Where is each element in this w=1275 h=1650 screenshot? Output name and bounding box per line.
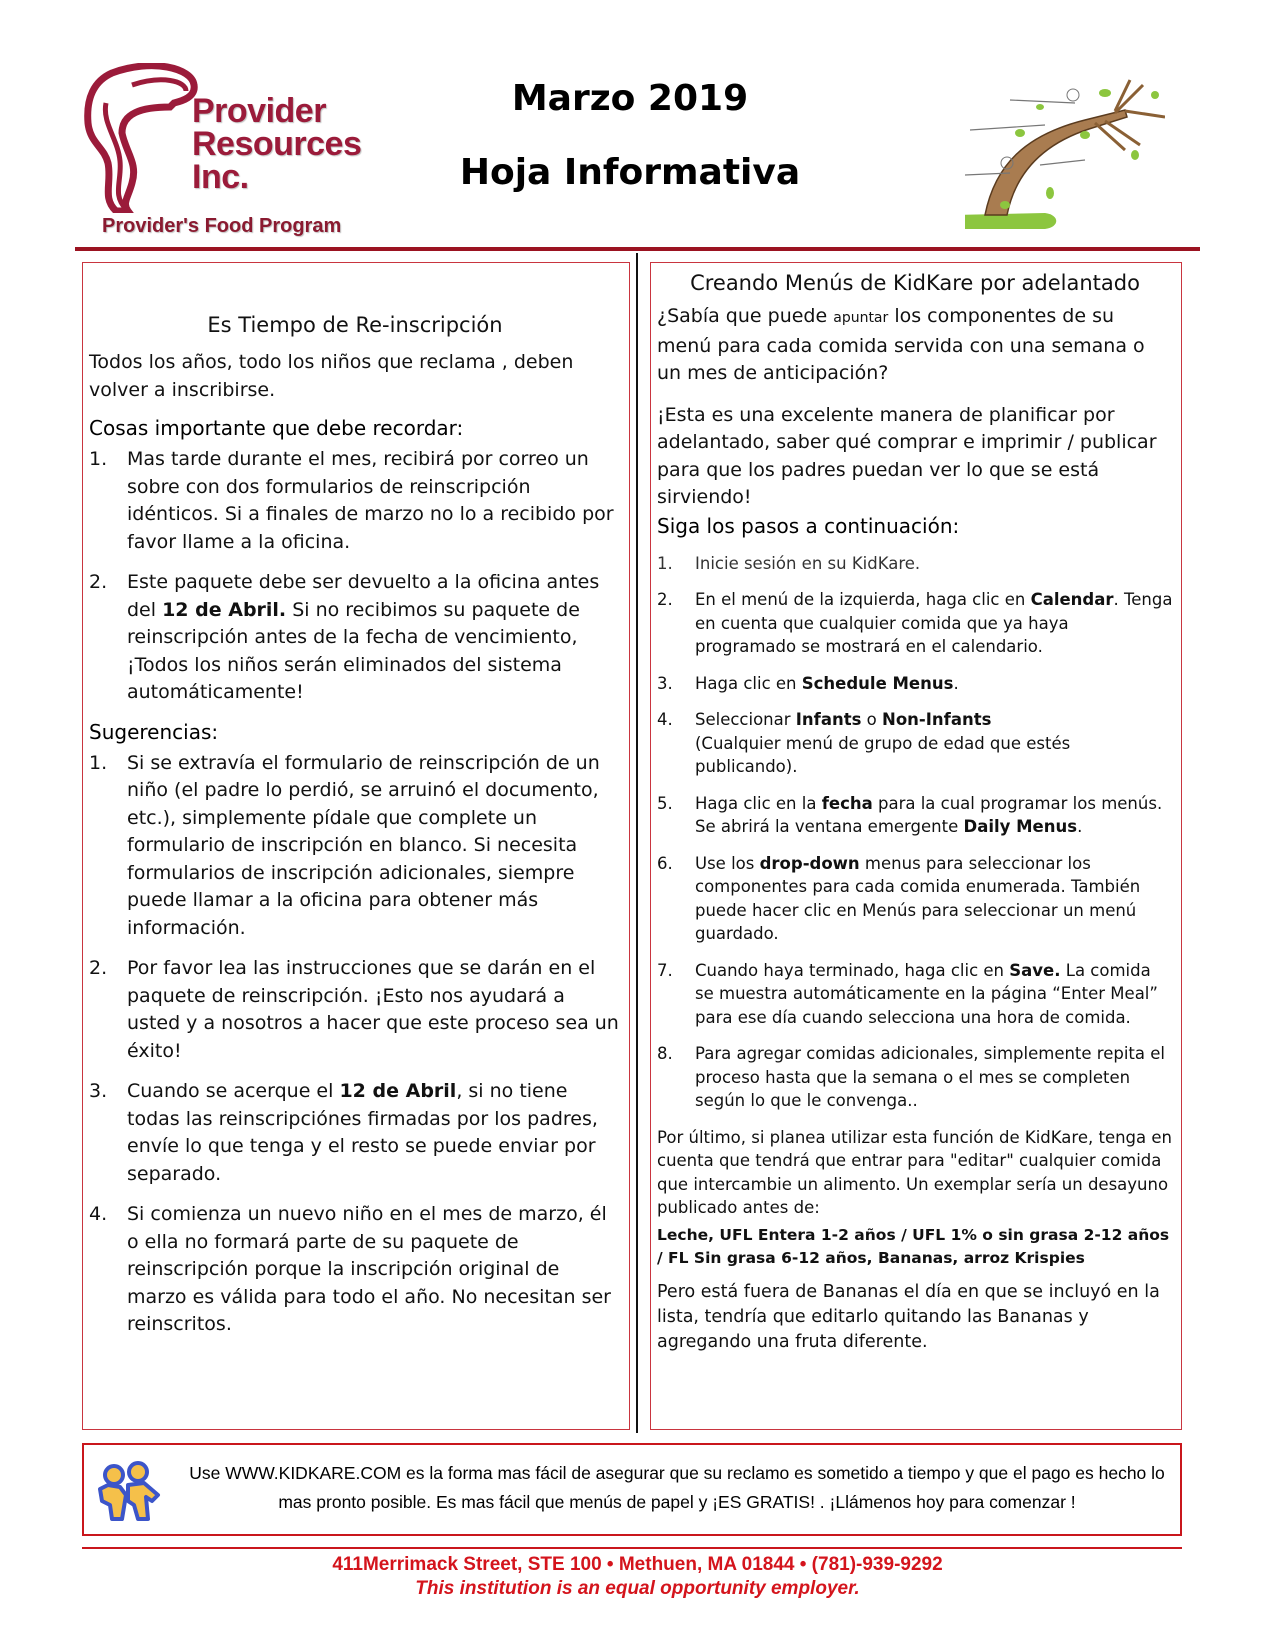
list-number: 1.: [89, 751, 108, 774]
step-number: 7.: [657, 960, 673, 980]
deadline-date: 12 de Abril.: [162, 598, 287, 621]
list-number: 2.: [89, 571, 108, 593]
logo-program-text: Provider's Food Program: [102, 215, 342, 237]
reenrollment-heading: Es Tiempo de Re-inscripción: [207, 313, 503, 337]
step-keyword: Non-Infants: [882, 710, 992, 729]
tips-heading: Sugerencias:: [89, 719, 219, 744]
newsletter-title: Hoja Informativa: [459, 152, 801, 193]
steps-heading: Siga los pasos a continuación:: [657, 513, 960, 538]
kidkare-intro: [657, 303, 1173, 388]
step-keyword: Infants: [795, 710, 862, 729]
step-item: [657, 588, 1173, 659]
list-item: [89, 955, 621, 1065]
step-text: Haga clic en: [695, 673, 802, 693]
step-text: .: [1077, 817, 1083, 836]
list-item: [89, 1201, 621, 1339]
step-text: En el menú de la izquierda, haga clic en: [695, 590, 1031, 609]
equal-opportunity-statement: This institution is an equal opportunity employer.: [415, 1578, 860, 1599]
step-number: 5.: [657, 793, 673, 813]
list-number: 1.: [89, 448, 108, 470]
reenrollment-intro: Todos los años, todo los niños que reclama , deben volver a inscribirse.: [89, 351, 574, 401]
step-keyword: Calendar: [1030, 590, 1114, 609]
reenrollment-article: [82, 262, 630, 1430]
step-number: 6.: [657, 853, 673, 873]
logo-line-resources: Resources: [192, 125, 362, 163]
intro-text: ¿Sabía que puede: [657, 305, 834, 327]
step-item: [657, 552, 1173, 576]
step-item: [657, 708, 1173, 779]
step-text: La comida se muestra automáticamente en la página “Enter Meal” para ese día cuando selecciona una hora de comida.: [695, 960, 1158, 1027]
kidkare-banner: [82, 1443, 1182, 1536]
provider-resources-logo: [82, 55, 372, 245]
footer-address: 411Merrimack Street, STE 100 • Methuen, MA 01844 • (781)-939-9292: [332, 1554, 943, 1575]
step-keyword: Save.: [1009, 960, 1061, 980]
kidkare-kids-icon: [94, 1461, 164, 1523]
step-text: .: [953, 673, 959, 693]
step-keyword: Schedule Menus: [801, 673, 954, 693]
step-text: Seleccionar: [695, 710, 796, 729]
step-keyword: drop-down: [759, 853, 860, 873]
list-number: 3.: [89, 1080, 108, 1102]
step-number: 2.: [657, 590, 673, 609]
step-text: Para agregar comidas adicionales, simplemente repita el proceso hasta que la semana o el mes se completen según lo que le convenga..: [695, 1044, 1165, 1110]
list-item: [89, 569, 621, 707]
step-text: (Cualquier menú de grupo de edad que estés publicando).: [695, 733, 1071, 776]
logo-line-provider: Provider: [192, 92, 326, 130]
step-number: 1.: [657, 553, 673, 573]
list-item: [89, 446, 621, 556]
list-item: [89, 1078, 621, 1188]
step-keyword: Daily Menus: [963, 817, 1078, 836]
list-text: Si comienza un nuevo niño en el mes de marzo, él o ella no formará parte de su paquete de reinscripción porque la inscripción original de marzo es válida para todo el año. No necesitan ser reinscritos.: [127, 1203, 611, 1335]
kidkare-intro-2: ¡Esta es una excelente manera de planificar por adelantado, saber qué comprar e imprimir / publicar para que los padres puedan ver lo que se está sirviendo!: [657, 403, 1157, 508]
kidkare-final: Pero está fuera de Bananas el día en que se incluyó en la lista, tendría que editarlo quitando las Bananas y agregando una fruta diferente.: [657, 1281, 1160, 1352]
list-text: Si se extravía el formulario de reinscripción de un niño (el padre lo perdió, se arruinó el documento, etc.), simplemente pídale que complete un formulario de inscripción en blanco. Si necesita formularios de inscripción adicionales, siempre puede llamar a la oficina para obtener más información.: [127, 751, 600, 939]
step-number: 8.: [657, 1044, 673, 1063]
windblown-tree-icon: [965, 55, 1165, 235]
kidkare-closing: Por último, si planea utilizar esta función de KidKare, tenga en cuenta que tendrá que entrar para "editar" cualquier comida que intercambie un alimento. Un exemplar sería un desayuno publicado antes de:: [657, 1127, 1172, 1217]
step-item: [657, 792, 1173, 839]
step-text: Use los: [695, 853, 760, 873]
header-rule: [75, 247, 1200, 251]
list-number: 4.: [89, 1203, 108, 1225]
step-text: o: [861, 710, 883, 729]
kidkare-heading: Creando Menús de KidKare por adelantado: [690, 271, 1140, 295]
footer-rule: [82, 1547, 1182, 1549]
logo-brand-text: [192, 92, 362, 196]
step-item: [657, 959, 1173, 1030]
banner-text: Use WWW.KIDKARE.COM es la forma mas fácil de asegurar que su reclamo es sometido a tiempo y que el pago es hecho lo mas pronto posible. Es mas fácil que menús de papel y ¡ES GRATIS! . ¡Llámenos hoy para comenzar !: [189, 1463, 1165, 1512]
deadline-date: 12 de Abril: [339, 1080, 457, 1102]
menu-example: Leche, UFL Entera 1-2 años / UFL 1% o sin grasa 2-12 años / FL Sin grasa 6-12 años, Bananas, arroz Krispies: [657, 1225, 1170, 1267]
list-text: Este paquete debe ser devuelto a la oficina antes del: [127, 571, 600, 621]
list-text: Mas tarde durante el mes, recibirá por correo un sobre con dos formularios de reinscripción idénticos. Si a finales de marzo no lo a recibido por favor llame a la oficina.: [127, 448, 614, 553]
step-text: para la cual programar los menús. Se abrirá la ventana emergente: [695, 793, 1163, 836]
step-number: 3.: [657, 673, 673, 693]
step-item: [657, 672, 1173, 696]
remember-list: [89, 446, 621, 707]
step-item: [657, 1042, 1173, 1113]
step-text: . Tenga en cuenta que cualquier comida que ya haya programado se mostrará en el calendario.: [695, 590, 1173, 656]
logo-line-inc: Inc.: [192, 158, 249, 196]
remember-heading: Cosas importante que debe recordar:: [89, 416, 464, 440]
tips-list: [89, 750, 621, 1339]
intro-text: los componentes de su menú para cada comida servida con una semana o un mes de anticipación?: [657, 305, 1145, 384]
column-divider: [636, 253, 638, 1433]
kidkare-menus-article: [650, 262, 1182, 1430]
step-text: menus para seleccionar los componentes para cada comida enumerada. También puede hacer clic en Menús para seleccionar un menú guardado.: [695, 853, 1141, 943]
step-text: Haga clic en la: [695, 793, 822, 813]
step-number: 4.: [657, 710, 673, 729]
intro-text-small: apuntar: [833, 310, 889, 326]
list-text: Cuando se acerque el: [127, 1080, 340, 1102]
step-keyword: fecha: [821, 793, 873, 813]
list-text: , si no tiene todas las reinscripciónes firmadas por los padres, envíe lo que tenga y el resto se puede enviar por separado.: [127, 1080, 598, 1185]
bread-slice-logo-icon: [82, 63, 202, 213]
step-item: [657, 852, 1173, 946]
step-text: Cuando haya terminado, haga clic en: [695, 960, 1010, 980]
list-number: 2.: [89, 957, 108, 979]
list-text: Por favor lea las instrucciones que se darán en el paquete de reinscripción. ¡Esto nos ayudará a usted y a nosotros a hacer que este proceso sea un éxito!: [127, 957, 619, 1062]
newsletter-month-title: Marzo 2019: [511, 78, 749, 119]
step-text: Inicie sesión en su KidKare.: [695, 553, 921, 573]
list-item: [89, 750, 621, 943]
steps-list: [657, 552, 1173, 1113]
list-text: Si no recibimos su paquete de reinscripción antes de la fecha de vencimiento, ¡Todos los niños serán eliminados del sistema automáticamente!: [127, 598, 580, 703]
